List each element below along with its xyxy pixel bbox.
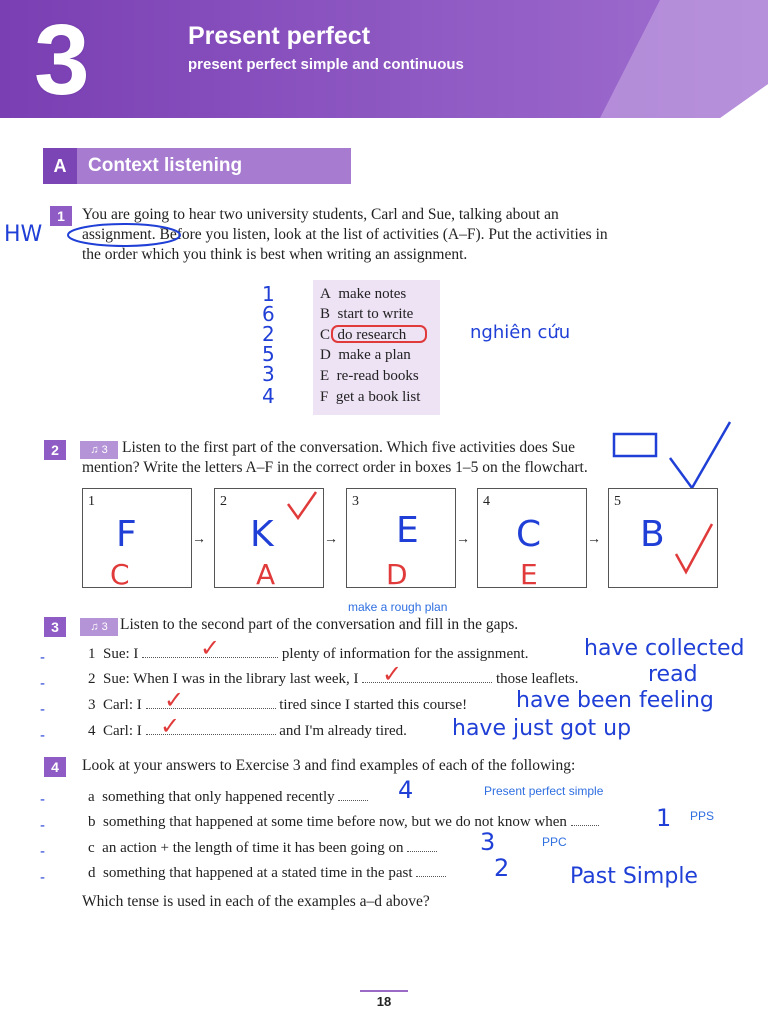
order-mark-1: 1 xyxy=(262,282,275,306)
ink-dash: - xyxy=(40,844,46,860)
flowchart-arrow: → xyxy=(456,532,470,547)
ink-note-translation: nghiên cứu xyxy=(470,322,571,343)
ex1-line-2: assignment. Before you listen, look at the list of activities (A–F). Put the activities in xyxy=(82,226,608,243)
ink-check-large xyxy=(660,418,740,498)
ex1-line-3: the order which you think is best when writing an assignment. xyxy=(82,246,468,263)
ink-circle-research xyxy=(330,324,430,344)
section-letter: A xyxy=(43,148,77,184)
flowchart-box-1 xyxy=(82,488,192,588)
page-title: Present perfect xyxy=(188,22,371,50)
page-number: 18 xyxy=(360,990,408,1009)
flowchart-number: 3 xyxy=(352,494,359,509)
ink-answer-blue: B xyxy=(640,514,665,555)
hw-mark: HW xyxy=(4,222,43,247)
order-mark-2: 6 xyxy=(262,302,275,326)
chapter-number: 3 xyxy=(34,4,90,116)
exercise-number: 1 xyxy=(50,206,72,226)
ink-dash: - xyxy=(40,676,46,692)
ink-dash: - xyxy=(40,650,46,666)
ink-check xyxy=(284,488,320,524)
ex3-item-4: 4 Carl: I and I'm already tired. xyxy=(88,720,407,741)
ink-note: PPS xyxy=(690,809,715,823)
ink-answer-red: E xyxy=(520,558,538,591)
flowchart-arrow: → xyxy=(324,532,338,547)
ink-box-sue xyxy=(612,430,660,460)
ink-dash: - xyxy=(40,702,46,718)
ex4-item-c: c an action + the length of time it has been going on xyxy=(88,837,437,858)
ex4-instruction: Look at your answers to Exercise 3 and find examples of each of the following: xyxy=(82,757,576,774)
order-mark-3: 2 xyxy=(262,322,275,346)
ink-answer-red: C xyxy=(110,558,130,591)
audio-track-badge: ♫ 3 xyxy=(80,618,118,636)
flowchart-number: 5 xyxy=(614,494,621,509)
ink-dash: - xyxy=(40,792,46,808)
ink-answer: 3 xyxy=(480,828,496,856)
ink-answer: have been feeling xyxy=(516,688,714,713)
ink-answer-blue: K xyxy=(250,514,274,555)
activity-d: D make a plan xyxy=(320,347,411,363)
ink-answer-blue: F xyxy=(116,514,137,555)
ink-dash: - xyxy=(40,870,46,886)
ex3-item-2: 2 Sue: When I was in the library last week, I those leaflets. xyxy=(88,668,578,689)
activity-e: E re-read books xyxy=(320,368,419,384)
ink-answer: read xyxy=(648,662,698,687)
activity-b: B start to write xyxy=(320,306,414,322)
ink-check: ✓ xyxy=(160,712,181,740)
ink-answer: Past Simple xyxy=(570,864,698,889)
order-mark-5: 3 xyxy=(262,362,275,386)
ink-answer: 4 xyxy=(398,776,414,804)
ink-answer: have just got up xyxy=(452,716,632,741)
activity-a: A make notes xyxy=(320,286,407,302)
ink-answer-red: D xyxy=(386,558,408,591)
ex4-item-a: a something that only happened recently xyxy=(88,786,368,807)
ink-answer: 1 xyxy=(656,804,672,832)
ink-answer-blue: E xyxy=(396,510,419,551)
page-subtitle: present perfect simple and continuous xyxy=(188,56,464,73)
ink-circle-assignment xyxy=(64,220,184,250)
ex3-instruction: Listen to the second part of the conversation and fill in the gaps. xyxy=(120,616,519,633)
flowchart-number: 2 xyxy=(220,494,227,509)
ink-note: Present perfect simple xyxy=(484,784,604,798)
audio-track-badge: ♫ 3 xyxy=(80,441,118,459)
activity-c: C do research xyxy=(320,327,407,343)
flowchart-number: 4 xyxy=(483,494,490,509)
ex2-line-1: Listen to the first part of the conversation. Which five activities does Sue xyxy=(122,439,575,456)
activity-f: F get a book list xyxy=(320,389,421,405)
flowchart-arrow: → xyxy=(587,532,601,547)
ink-answer-blue: C xyxy=(516,514,542,555)
exercise-number: 4 xyxy=(44,757,66,777)
ex3-item-3: 3 Carl: I tired since I started this course! xyxy=(88,694,467,715)
ink-dash: - xyxy=(40,818,46,834)
ink-note: PPC xyxy=(542,835,567,849)
ex3-item-1: 1 Sue: I plenty of information for the assignment. xyxy=(88,643,529,664)
ink-answer-red: A xyxy=(256,558,276,591)
ex2-line-2: mention? Write the letters A–F in the correct order in boxes 1–5 on the flowchart. xyxy=(82,459,588,476)
ink-note: make a rough plan xyxy=(348,600,448,614)
ink-answer: have collected xyxy=(584,636,745,661)
ex4-question: Which tense is used in each of the examples a–d above? xyxy=(82,893,430,910)
exercise-number: 3 xyxy=(44,617,66,637)
ex4-item-b: b something that happened at some time before now, but we do not know when xyxy=(88,811,599,832)
ex1-line-1: You are going to hear two university students, Carl and Sue, talking about an xyxy=(82,206,559,223)
flowchart-number: 1 xyxy=(88,494,95,509)
ex4-item-d: d something that happened at a stated time in the past xyxy=(88,862,446,883)
ink-check xyxy=(672,520,716,576)
exercise-number: 2 xyxy=(44,440,66,460)
flowchart-arrow: → xyxy=(192,532,206,547)
order-mark-4: 5 xyxy=(262,342,275,366)
ink-answer: 2 xyxy=(494,854,510,882)
ink-check: ✓ xyxy=(164,686,185,714)
section-title: Context listening xyxy=(88,155,243,176)
order-mark-6: 4 xyxy=(262,384,275,408)
ink-check: ✓ xyxy=(200,634,221,662)
ink-check: ✓ xyxy=(382,660,403,688)
ink-dash: - xyxy=(40,728,46,744)
